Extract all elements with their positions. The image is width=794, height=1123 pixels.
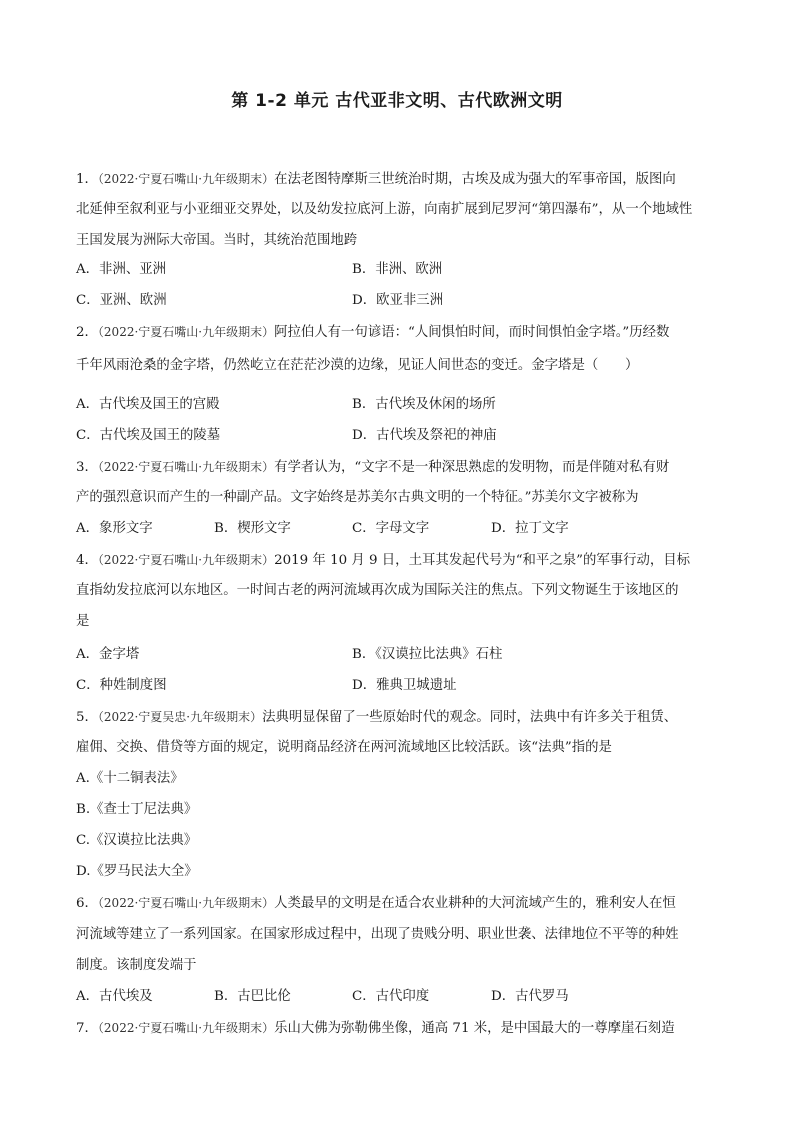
question-1-line-1 — [76, 170, 676, 189]
option-c: C．亚洲、欧洲 — [76, 293, 167, 308]
option-c: C.《汉谟拉比法典》 — [76, 833, 198, 848]
question-1-options-row-1 — [76, 261, 166, 279]
question-text: 阿拉伯人有一句谚语：“人间惧怕时间，而时间惧怕金字塔。”历经数 — [274, 325, 670, 340]
option-c: C．字母文字 — [352, 521, 430, 536]
question-source: （2022·宁夏石嘴山·九年级期末） — [97, 172, 275, 186]
question-source: （2022·宁夏石嘴山·九年级期末） — [97, 1021, 275, 1035]
option-b: B．古代埃及休闲的场所 — [352, 397, 496, 412]
question-text: 乐山大佛为弥勒佛坐像，通高 71 米，是中国最大的一尊摩崖石刻造 — [274, 1021, 675, 1036]
question-number: 6． — [76, 896, 98, 911]
question-number: 4． — [76, 553, 98, 568]
option-c: C．古代埃及国王的陵墓 — [76, 428, 221, 443]
option-a: A．非洲、亚洲 — [76, 262, 167, 277]
page-title: 第 1-2 单元 古代亚非文明、古代欧洲文明 — [231, 91, 563, 111]
option-b: B．古巴比伦 — [214, 989, 291, 1004]
question-source: （2022·宁夏石嘴山·九年级期末） — [97, 553, 275, 567]
option-a: A.《十二铜表法》 — [76, 771, 184, 786]
question-number: 7． — [76, 1021, 98, 1036]
option-a: A．古代埃及国王的宫殿 — [76, 397, 220, 412]
question-text: 有学者认为，“文字不是一种深思熟虑的发明物，而是伴随对私有财 — [274, 460, 670, 475]
option-b: B．《汉谟拉比法典》石柱 — [352, 647, 503, 662]
option-a: A．金字塔 — [76, 647, 140, 662]
option-b: B．非洲、欧洲 — [352, 262, 443, 277]
question-source: （2022·宁夏石嘴山·九年级期末） — [97, 460, 275, 474]
question-number: 3． — [76, 460, 98, 475]
question-source: （2022·宁夏吴忠·九年级期末） — [97, 710, 263, 724]
option-d: D．古代埃及祭祀的神庙 — [352, 428, 497, 443]
option-c: C．种姓制度图 — [76, 678, 167, 693]
question-source: （2022·宁夏石嘴山·九年级期末） — [97, 325, 275, 339]
question-3-line-1 — [76, 458, 669, 477]
question-4-line-2: 直指幼发拉底河以东地区。一时间古老的两河流域再次成为国际关注的焦点。下列文物诞生于该地区的 — [76, 583, 679, 598]
question-2-line-2: 千年风雨沧桑的金字塔，仍然屹立在茫茫沙漠的边缘，见证人间世态的变迁。金字塔是（ ） — [76, 358, 639, 373]
question-6-line-1 — [76, 894, 676, 913]
question-text: 人类最早的文明是在适合农业耕种的大河流域产生的，雅利安人在恒 — [274, 896, 676, 911]
question-6-line-2: 河流域等建立了一系列国家。在国家形成过程中，出现了贵贱分明、职业世袭、法律地位不平等的种姓 — [76, 927, 679, 942]
question-4-line-3: 是 — [76, 614, 90, 629]
option-d: D．拉丁文字 — [491, 521, 569, 536]
question-7-line-1 — [76, 1019, 675, 1038]
option-d: D.《罗马民法大全》 — [76, 864, 198, 879]
question-1-line-2: 北延伸至叙利亚与小亚细亚交界处，以及幼发拉底河上游，向南扩展到尼罗河“第四瀑布”，从一个地域性 — [76, 202, 693, 217]
question-1-line-3: 王国发展为洲际大帝国。当时，其统治范围地跨 — [76, 233, 358, 248]
option-b: B.《查士丁尼法典》 — [76, 802, 198, 817]
option-b: B．楔形文字 — [214, 521, 291, 536]
question-2-line-1 — [76, 323, 669, 342]
question-source: （2022·宁夏石嘴山·九年级期末） — [97, 896, 275, 910]
question-3-line-2: 产的强烈意识而产生的一种副产品。文字始终是苏美尔古典文明的一个特征。”苏美尔文字被称为 — [76, 490, 639, 505]
option-a: A．象形文字 — [76, 521, 153, 536]
option-a: A．古代埃及 — [76, 989, 153, 1004]
option-d: D．雅典卫城遗址 — [352, 678, 457, 693]
question-5-line-1 — [76, 708, 677, 727]
question-4-line-1 — [76, 551, 690, 570]
question-5-line-2: 雇佣、交换、借贷等方面的规定，说明商品经济在两河流域地区比较活跃。该“法典”指的是 — [76, 740, 612, 755]
question-text: 法典明显保留了一些原始时代的观念。同时，法典中有许多关于租赁、 — [262, 710, 678, 725]
option-c: C．古代印度 — [352, 989, 430, 1004]
option-d: D．古代罗马 — [491, 989, 569, 1004]
question-6-line-3: 制度。该制度发端于 — [76, 958, 197, 973]
question-number: 2． — [76, 325, 98, 340]
question-number: 5． — [76, 710, 98, 725]
option-d: D．欧亚非三洲 — [352, 293, 444, 308]
question-text: 2019 年 10 月 9 日，土耳其发起代号为“和平之泉”的军事行动，目标 — [274, 553, 691, 568]
question-text: 在法老图特摩斯三世统治时期，古埃及成为强大的军事帝国，版图向 — [274, 172, 676, 187]
question-number: 1． — [76, 172, 98, 187]
